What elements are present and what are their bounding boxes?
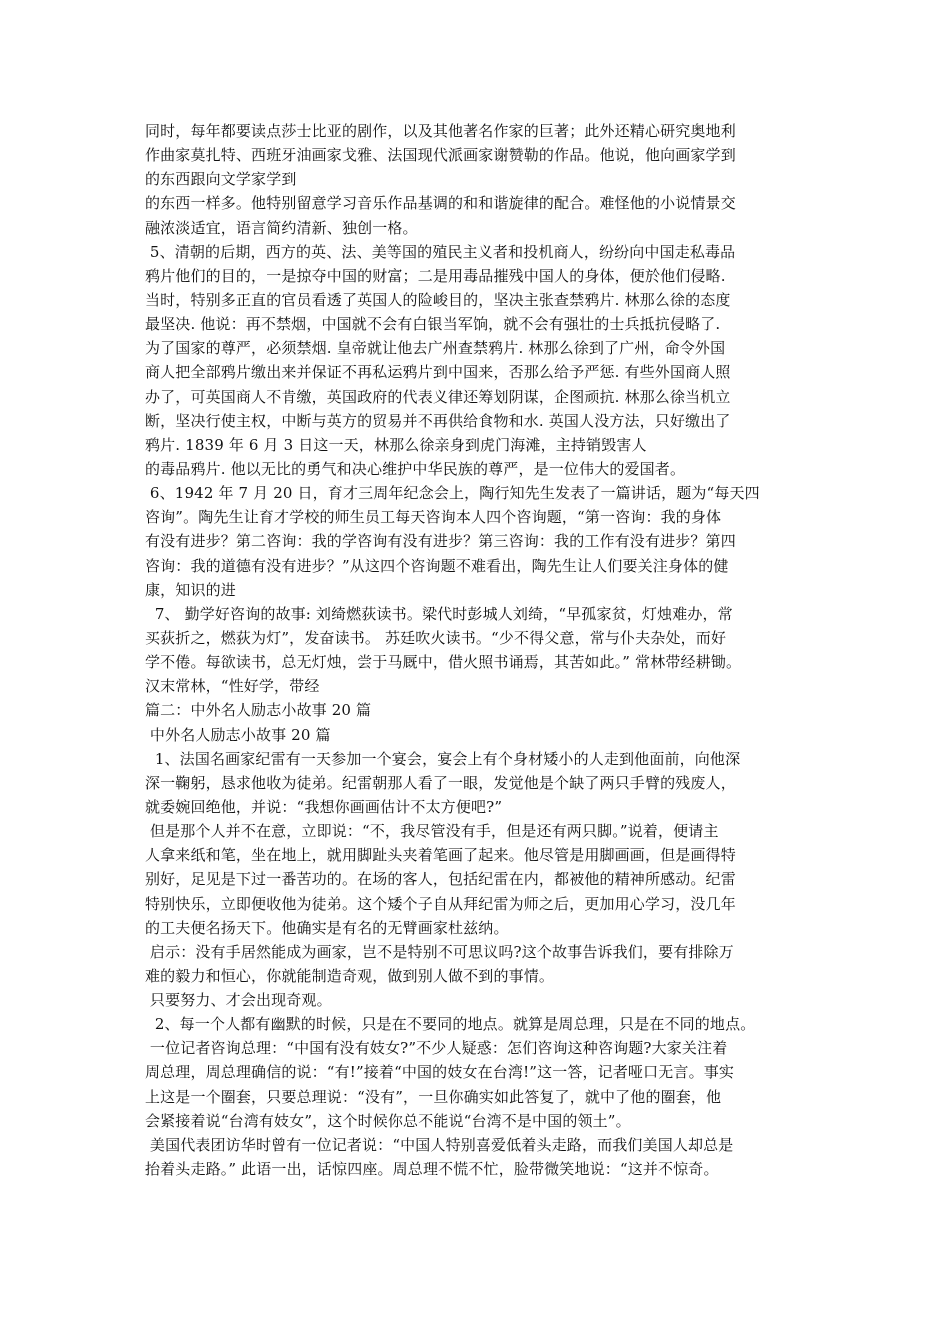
text-line: 人拿来纸和笔，坐在地上，就用脚趾头夹着笔画了起来。他尽管是用脚画画，但是画得特 (145, 846, 736, 865)
text-line: 启示：没有手居然能成为画家，岂不是特别不可思议吗?这个故事告诉我们，要有排除万 (145, 942, 734, 961)
text-line: 康，知识的进 (145, 580, 236, 599)
text-line: 难的毅力和恒心，你就能制造奇观，做到别人做不到的事情。 (145, 966, 555, 985)
text-line: 作曲家莫扎特、西班牙油画家戈雅、法国现代派画家谢赞勒的作品。他说，他向画家学到 (145, 146, 736, 165)
text-line: 同时，每年都要读点莎士比亚的剧作，以及其他著名作家的巨著；此外还精心研究奥地利 (145, 122, 736, 140)
text-line: 为了国家的尊严，必须禁烟. 皇帝就让他去广州查禁鸦片. 林那么徐到了广州，命令外国 (145, 339, 726, 358)
text-line: 只要努力、才会出现奇观。 (145, 991, 332, 1010)
text-line: 当时，特别多正直的官员看透了英国人的险峻目的，坚决主张查禁鸦片. 林那么徐的态度 (145, 290, 731, 309)
text-line: 最坚决. 他说：再不禁烟，中国就不会有白银当军饷，就不会有强壮的士兵抵抗侵略了. (145, 315, 721, 334)
text-line: 但是那个人并不在意，立即说：“不，我尽管没有手，但是还有两只脚。”说着，便请主 (145, 822, 719, 841)
text-line: 别好，足见是下过一番苦功的。在场的客人，包括纪雷在内，都被他的精神所感动。纪雷 (145, 870, 736, 889)
text-line: 鸦片他们的目的，一是掠夺中国的财富；二是用毒品摧残中国人的身体，便於他们侵略. (145, 266, 726, 285)
text-line: 7、 勤学好咨询的故事: 刘绮燃荻读书。梁代时彭城人刘绮，“早孤家贫，灯烛难办，常 (145, 604, 733, 623)
text-line: 2、每一个人都有幽默的时候，只是在不要同的地点。就算是周总理，只是在不同的地点。 (145, 1015, 756, 1034)
text-line: 就委婉回绝他，并说：“我想你画画估计不太方便吧?” (145, 797, 503, 816)
text-line: 的东西一样多。他特别留意学习音乐作品基调的和和谐旋律的配合。难怪他的小说情景交 (145, 194, 736, 213)
text-line: 的毒品鸦片. 他以无比的勇气和决心维护中华民族的尊严，是一位伟大的爱国者。 (145, 459, 686, 478)
text-line: 6、1942 年 7 月 20 日，育才三周年纪念会上，陶行知先生发表了一篇讲话，题为“每天四 (145, 484, 760, 503)
text-line: 买荻折之，燃荻为灯”，发奋读书。 苏廷吹火读书。“少不得父意，常与仆夫杂处，而好 (145, 628, 727, 647)
text-line: 美国代表团访华时曾有一位记者说：“中国人特别喜爱低着头走路，而我们美国人却总是 (145, 1135, 734, 1154)
text-line: 抬着头走路。” 此语一出，话惊四座。周总理不慌不忙，脸带微笑地说：“这并不惊奇。 (145, 1160, 719, 1179)
text-line: 有没有进步？第二咨询：我的学咨询有没有进步？第三咨询：我的工作有没有进步？第四 (145, 532, 736, 551)
text-line: 的东西跟向文学家学到 (145, 170, 297, 189)
text-line: 5、清朝的后期，西方的英、法、美等国的殖民主义者和投机商人，纷纷向中国走私毒品 (145, 242, 736, 261)
text-line: 学不倦。每欲读书，总无灯烛，尝于马厩中，借火照书诵焉，其苦如此。” 常林带经耕锄。 (145, 653, 742, 672)
text-line: 篇二：中外名人励志小故事 20 篇 (145, 701, 372, 720)
text-line: 融浓淡适宜，语言简约清新、独创一格。 (145, 218, 418, 237)
text-line: 周总理，周总理确信的说：“有!”接着“中国的妓女在台湾!”这一答，记者哑口无言。事实 (145, 1063, 735, 1082)
text-line: 中外名人励志小故事 20 篇 (145, 725, 331, 744)
text-line: 咨询”。陶先生让育才学校的师生员工每天咨询本人四个咨询题，“第一咨询：我的身体 (145, 508, 722, 527)
text-line: 会紧接着说“台湾有妓女”，这个时候你总不能说“台湾不是中国的领土”。 (145, 1111, 631, 1130)
text-line: 的工夫便名扬天下。他确实是有名的无臂画家杜兹纳。 (145, 918, 509, 937)
text-line: 咨询：我的道德有没有进步？”从这四个咨询题不难看出，陶先生让人们要关注身体的健 (145, 556, 729, 575)
text-line: 一位记者咨询总理：“中国有没有妓女?”不少人疑惑：怎们咨询这种咨询题?大家关注着 (145, 1039, 728, 1058)
text-line: 汉末常林，“性好学，带经 (145, 677, 320, 696)
text-line: 1、法国名画家纪雷有一天参加一个宴会，宴会上有个身材矮小的人走到他面前，向他深 (145, 749, 741, 768)
text-line: 商人把全部鸦片缴出来并保证不再私运鸦片到中国来，否那么给予严惩. 有些外国商人照 (145, 363, 731, 382)
text-line: 特别快乐，立即便收他为徒弟。这个矮个子自从拜纪雷为师之后，更加用心学习，没几年 (145, 894, 736, 913)
text-line: 深一鞠躬，恳求他收为徒弟。纪雷朝那人看了一眼，发觉他是个缺了两只手臂的残废人， (145, 773, 736, 792)
text-line: 断，坚决行使主权，中断与英方的贸易并不再供给食物和水. 英国人没方法，只好缴出了 (145, 411, 731, 430)
document-body (145, 119, 825, 1181)
text-line: 办了，可英国商人不肯缴，英国政府的代表义律还筹划阴谋，企图顽抗. 林那么徐当机立 (145, 387, 731, 406)
text-line: 上这是一个圈套，只要总理说：“没有”，一旦你确实如此答复了，就中了他的圈套，他 (145, 1087, 722, 1106)
text-line: 鸦片. 1839 年 6 月 3 日这一天，林那么徐亲身到虎门海滩，主持销毁害人 (145, 435, 647, 454)
